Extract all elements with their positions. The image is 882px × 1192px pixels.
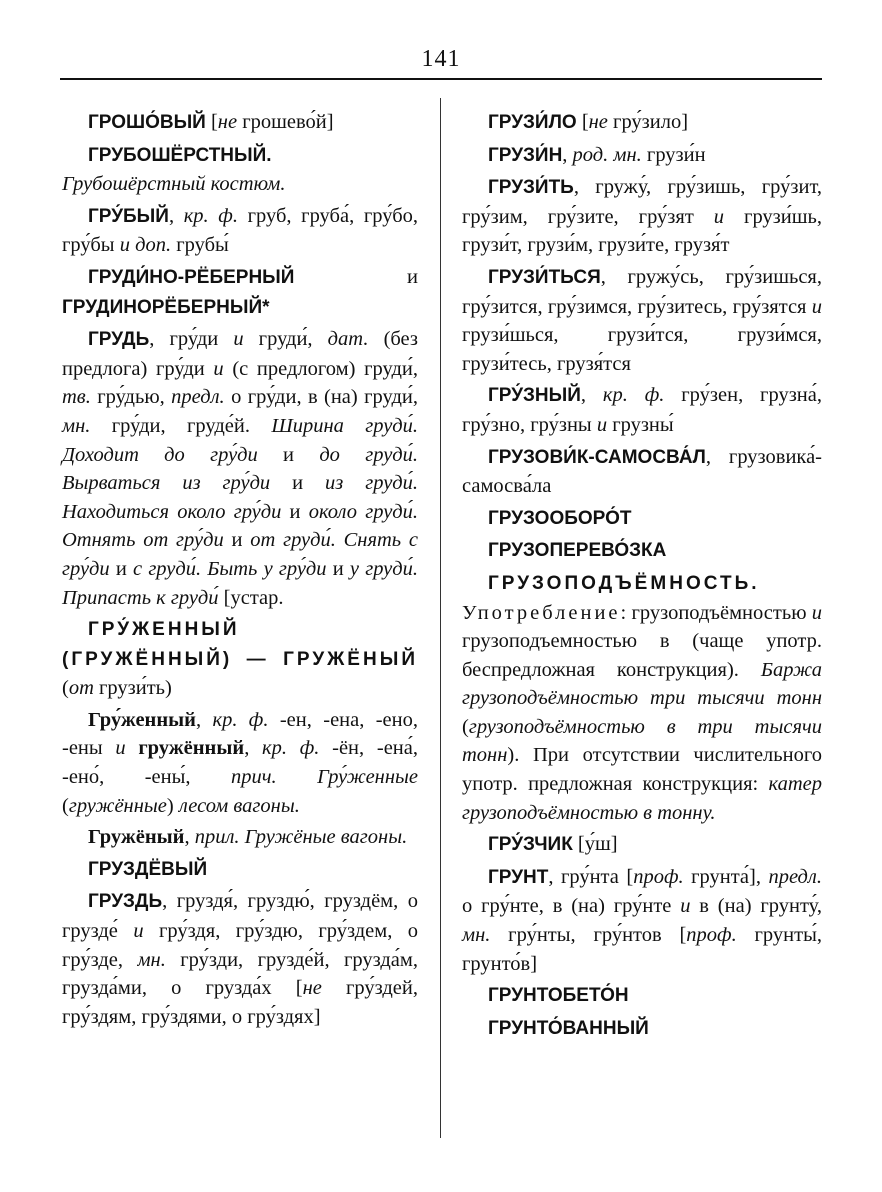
headword: ГРУНТОБЕТО́Н xyxy=(488,985,629,1007)
headword: ГРУЗИ́ТЬ xyxy=(488,177,574,199)
dictionary-entry: ГРУ́ЗНЫЙ, кр. ф. гру́зен, грузна́, гру́зно, гру́зны и грузны́ xyxy=(462,384,822,436)
dictionary-entry: ГРУДЬ, гру́ди и груди́, дат. (без предлога) гру́ди и (с предлогом) груди́, тв. гру́дью, предл. о гру́ди, в (на) груди́, мн. гру́ди, груде́й. Ширина груди́. Доходит до гру́ди и до груди́. Вырваться из гру́ди и из груди́. Находиться около гру́ди и около груди́. Отнять от гру́ди и от груди́. Снять с гру́ди и с груди́. Быть у гру́ди и у груди́. Припасть к груди́ [устар. xyxy=(62,328,419,609)
dictionary-entry: Гружёный, прил. Гружёные вагоны. xyxy=(88,826,408,849)
headword: ГРУЗОПЕРЕВО́ЗКА xyxy=(488,540,667,562)
dictionary-entry: ГРУЗОПОДЪЁМНОСТЬ. Употребление: грузоподъёмностью и грузоподъемностью в (чаще употр. беспредложная конструкция). Баржа грузоподъёмностью три тысячи тонн (грузоподъёмностью в три тысячи тонн). При отсутствии числительного употр. предложная конструкция: катер грузоподъёмностью в тонну. xyxy=(462,572,822,824)
headword: ГРУДИ́НО-РЁБЕРНЫЙ xyxy=(88,266,295,288)
dictionary-entry: ГРУДИ́НО-РЁБЕРНЫЙ и ГРУДИНОРЁБЕРНЫЙ* xyxy=(62,265,418,318)
dictionary-entry: ГРУ́ЗЧИК [у́ш] xyxy=(488,833,618,856)
dictionary-entry: ГРУЗИ́ТЬ, гружу́, гру́зишь, гру́зит, гру́зим, гру́зите, гру́зят и грузи́шь, грузи́т, грузи́м, грузи́те, грузя́т xyxy=(462,176,823,257)
headword: ГРУЗДЁВЫЙ xyxy=(88,858,208,880)
dictionary-entry xyxy=(462,1014,822,1044)
usage-label: Употребление xyxy=(462,601,621,624)
dictionary-entry: ГРУЗИ́ТЬСЯ, гружу́сь, гру́зишься, гру́зится, гру́зимся, гру́зитесь, гру́зятся и грузи́шься, грузи́тся, грузи́мся, грузи́тесь, грузя́тся xyxy=(462,265,822,375)
headword: ГРУ́ЗЧИК xyxy=(488,834,573,856)
dictionary-entry xyxy=(462,504,822,534)
headword: ГРУ́ЖЕННЫЙ (ГРУЖЁННЫЙ) — ГРУЖЁНЫЙ xyxy=(62,619,418,670)
dictionary-entry: ГРУ́ЖЕННЫЙ (ГРУЖЁННЫЙ) — ГРУЖЁНЫЙ (от грузи́ть) xyxy=(62,619,418,700)
headword: ГРУНТ xyxy=(488,866,549,888)
dictionary-entry: ГРОШО́ВЫЙ [не грошево́й] xyxy=(88,111,334,133)
headword: ГРУЗОВИ́К-САМОСВА́Л xyxy=(488,446,706,468)
left-column xyxy=(62,108,418,1034)
headword: ГРУЗИ́ЛО xyxy=(488,112,577,133)
right-column xyxy=(462,108,822,1046)
dictionary-entry xyxy=(62,855,418,885)
dictionary-entry: ГРУ́БЫЙ, кр. ф. груб, груба́, гру́бо, гру́бы и доп. грубы́ xyxy=(62,204,418,257)
headword: ГРУЗИ́ТЬСЯ xyxy=(488,266,601,288)
header-rule xyxy=(60,78,822,80)
dictionary-entry: Гру́женный, кр. ф. -ен, -ена, -ено, -ены и гружённый, кр. ф. -ён, -ена́, -ено́, -ены́, прич. Гру́женные (гружённые) лесом вагоны. xyxy=(62,708,418,817)
headword: ГРУДЬ xyxy=(88,329,150,351)
dictionary-entry xyxy=(462,536,822,566)
headword: ГРУЗДЬ xyxy=(88,891,163,913)
headword: ГРУ́ЗНЫЙ xyxy=(488,385,581,407)
headword: Гружёный xyxy=(88,826,185,849)
dictionary-entry xyxy=(462,981,822,1011)
headword: ГРУ́БЫЙ xyxy=(88,205,169,227)
headword: Гру́женный xyxy=(88,708,196,731)
dictionary-entry: ГРУЗИ́ЛО [не гру́зило] xyxy=(488,111,689,133)
dictionary-entry: ГРУЗОВИ́К-САМОСВА́Л, грузовика́-самосва́ла xyxy=(462,445,822,498)
headword: ГРУЗИ́Н xyxy=(488,144,563,166)
column-divider xyxy=(440,98,441,1138)
page-number: 141 xyxy=(421,46,461,72)
headword: ГРОШО́ВЫЙ xyxy=(88,112,206,133)
dictionary-entry: ГРУБОШЁРСТНЫЙ. Грубошёрстный костюм. xyxy=(62,144,286,196)
dictionary-entry: ГРУНТ, гру́нта [проф. грунта́], предл. о гру́нте, в (на) гру́нте и в (на) грунту́, мн. гру́нты, гру́нтов [проф. грунты́, грунто́в] xyxy=(462,865,822,975)
headword: ГРУЗОПОДЪЁМНОСТЬ. xyxy=(488,572,760,594)
headword: ГРУБОШЁРСТНЫЙ. xyxy=(88,144,272,166)
headword: ГРУЗООБОРО́Т xyxy=(488,507,632,529)
headword: ГРУДИНОРЁБЕРНЫЙ* xyxy=(62,296,270,318)
dictionary-entry: ГРУЗИ́Н, род. мн. грузи́н xyxy=(488,143,706,166)
dictionary-entry: ГРУЗДЬ, груздя́, груздю́, груздём, о грузде́ и гру́здя, гру́здю, гру́здем, о гру́зде, мн. гру́зди, грузде́й, грузда́м, грузда́ми, о грузда́х [не гру́здей, гру́здям, гру́здями, о гру́здях] xyxy=(62,890,419,1028)
headword: ГРУНТО́ВАННЫЙ xyxy=(488,1017,649,1039)
